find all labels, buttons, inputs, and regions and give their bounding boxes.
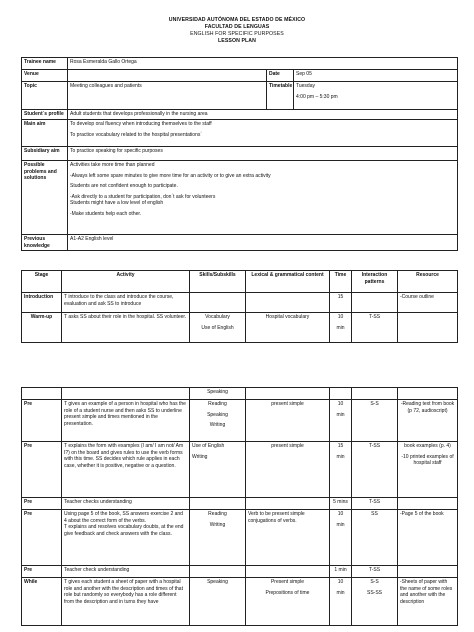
time-cell: 15 bbox=[330, 293, 352, 313]
resource-cell: -Sheets of paper with the name of some roles and another with the description bbox=[398, 578, 458, 626]
skill-line: Use of English bbox=[192, 443, 225, 449]
col-header-time: Time bbox=[330, 271, 352, 293]
profile-label: Student´s profile bbox=[22, 110, 68, 120]
table-row bbox=[22, 161, 458, 235]
interaction-cell: T-SS bbox=[352, 442, 398, 498]
timetable-time: 4:00 pm – 5:30 pm bbox=[296, 93, 338, 100]
interaction-line: S-S bbox=[370, 579, 379, 585]
date-label: Date bbox=[267, 70, 294, 82]
time-line: min bbox=[336, 324, 345, 331]
resource-cell: -Page 5 of the book bbox=[398, 510, 458, 566]
time-line: min bbox=[336, 411, 345, 418]
knowledge-value: A1-A2 English level bbox=[68, 235, 458, 251]
interaction-line: SS-SS bbox=[366, 589, 382, 596]
col-header-interaction: Interaction patterns bbox=[352, 271, 398, 293]
subsidiary-aim-value: To practice speaking for specific purposes bbox=[68, 147, 458, 161]
table-row bbox=[22, 70, 458, 82]
main-aim-label: Main aim bbox=[22, 120, 68, 147]
time-line: 10 bbox=[337, 401, 344, 407]
time-cell bbox=[330, 578, 352, 626]
lexical-cell bbox=[246, 388, 330, 400]
interaction-cell: T-SS bbox=[352, 313, 398, 343]
profile-value: Adult students that develops professionally in the nursing area bbox=[68, 110, 458, 120]
problems-value bbox=[68, 161, 458, 235]
problem-line: -Make students help each other. bbox=[70, 210, 142, 217]
lexical-cell: present simple bbox=[246, 442, 330, 498]
skill-line: Reading bbox=[208, 401, 227, 407]
lexical-cell: Verb to be present simple conjugations of verbs. bbox=[246, 510, 330, 566]
interaction-cell: T-SS bbox=[352, 566, 398, 578]
resource-line: book examples (p. 4) bbox=[404, 443, 451, 449]
stage-cell: Warm-up bbox=[22, 313, 62, 343]
table-row bbox=[22, 58, 458, 70]
stage-cell: Pre bbox=[22, 566, 62, 578]
table-row bbox=[22, 313, 458, 343]
topic-value: Meeting colleagues and patients bbox=[68, 82, 267, 110]
table-row bbox=[22, 82, 458, 110]
skill-line: Vocabulary bbox=[205, 314, 230, 320]
col-header-skills: Skills/Subskills bbox=[190, 271, 246, 293]
table-row bbox=[22, 400, 458, 442]
col-header-stage: Stage bbox=[22, 271, 62, 293]
lexical-line: Present simple bbox=[270, 579, 305, 585]
skill-line: Reading bbox=[208, 511, 227, 517]
time-line: min bbox=[336, 453, 345, 460]
problem-line: Activities take more time than planned bbox=[70, 162, 155, 168]
interaction-cell: T-SS bbox=[352, 498, 398, 510]
topic-label: Topic bbox=[22, 82, 68, 110]
stage-cell bbox=[22, 388, 62, 400]
resource-cell bbox=[398, 498, 458, 510]
stages-table bbox=[21, 270, 458, 343]
problems-label: Possible problems and solutions bbox=[22, 161, 68, 235]
knowledge-label: Previous knowledge bbox=[22, 235, 68, 251]
time-line: min bbox=[336, 589, 345, 596]
skill-line: Writing bbox=[209, 422, 226, 429]
trainee-label: Trainee name bbox=[22, 58, 68, 70]
activity-cell bbox=[62, 388, 190, 400]
subsidiary-aim-label: Subsidiary aim bbox=[22, 147, 68, 161]
stage-cell: Pre bbox=[22, 510, 62, 566]
time-cell: 1 min bbox=[330, 566, 352, 578]
skills-cell: Speaking bbox=[190, 578, 246, 626]
table-row bbox=[22, 147, 458, 161]
stage-cell: Pre bbox=[22, 400, 62, 442]
skills-cell: Speaking bbox=[190, 388, 246, 400]
skill-line: Writing bbox=[209, 521, 226, 528]
interaction-cell bbox=[352, 293, 398, 313]
table-row bbox=[22, 442, 458, 498]
activity-cell: Teacher check understanding bbox=[62, 566, 190, 578]
resource-line: -10 printed examples of hospital staff bbox=[401, 453, 454, 467]
skill-line: Speaking bbox=[207, 411, 228, 418]
lexical-cell bbox=[246, 566, 330, 578]
timetable-day: Tuesday bbox=[296, 83, 315, 89]
lexical-cell bbox=[246, 498, 330, 510]
skills-cell bbox=[190, 293, 246, 313]
time-cell bbox=[330, 313, 352, 343]
table-row bbox=[22, 388, 458, 400]
skill-line: Writing bbox=[192, 453, 208, 460]
document-title: LESSON PLAN bbox=[218, 38, 256, 44]
stage-cell: Introduction bbox=[22, 293, 62, 313]
timetable-label: Timetable bbox=[267, 82, 294, 110]
lexical-cell bbox=[246, 293, 330, 313]
skills-cell bbox=[190, 400, 246, 442]
time-line: min bbox=[336, 521, 345, 528]
stage-cell: Pre bbox=[22, 442, 62, 498]
skills-cell bbox=[190, 566, 246, 578]
lexical-cell bbox=[246, 578, 330, 626]
time-cell bbox=[330, 510, 352, 566]
time-cell bbox=[330, 388, 352, 400]
time-cell bbox=[330, 442, 352, 498]
activity-cell: T introduce to the class and introduce the course, evaluation and ask SS to introduce bbox=[62, 293, 190, 313]
resource-cell bbox=[398, 442, 458, 498]
table-row bbox=[22, 235, 458, 251]
table-row bbox=[22, 578, 458, 626]
skills-cell bbox=[190, 498, 246, 510]
activity-cell: Using page 5 of the book, SS answers exercise 2 and 4 about the correct form of the verbs. T explains and resolves vocabulary doubts, at the end give feedback and check answers with the class. bbox=[62, 510, 190, 566]
col-header-resource: Resource bbox=[398, 271, 458, 293]
main-aim-line: To develop oral fluency when introducing themselves to the staff bbox=[70, 121, 212, 127]
time-cell bbox=[330, 400, 352, 442]
venue-value bbox=[68, 70, 267, 82]
activity-cell: T gives an example of a person in hospital who has the role of a student nurse and then asks SS to underline present simple and times mentioned in the presentation. bbox=[62, 400, 190, 442]
program-name: ENGLISH FOR SPECIFIC PURPOSES bbox=[190, 31, 284, 37]
problem-line: Students are not confident enough to participate. bbox=[70, 183, 178, 190]
activity-cell: T asks SS about their role in the hospital. SS volunteer. bbox=[62, 313, 190, 343]
time-line: 10 bbox=[337, 314, 344, 320]
resource-cell bbox=[398, 566, 458, 578]
activity-cell: Teacher checks understanding bbox=[62, 498, 190, 510]
lexical-cell: present simple bbox=[246, 400, 330, 442]
stage-cell: While bbox=[22, 578, 62, 626]
info-table bbox=[21, 57, 458, 251]
table-row bbox=[22, 510, 458, 566]
interaction-cell bbox=[352, 388, 398, 400]
main-aim-line: To practice vocabulary related to the hospital presentations´ bbox=[70, 131, 203, 138]
trainee-value: Rosa Esmeralda Gallo Ortega bbox=[68, 58, 458, 70]
resource-cell: -Reading text from book (p 72, audioscript) bbox=[398, 400, 458, 442]
faculty-name: FACULTAD DE LENGUAS bbox=[204, 24, 270, 30]
time-line: 10 bbox=[337, 511, 344, 517]
skill-line: Use of English bbox=[201, 324, 234, 331]
lexical-line: Prepositions of time bbox=[265, 589, 310, 596]
skills-cell bbox=[190, 313, 246, 343]
activity-cell: T gives each student a sheet of paper with a hospital role and another with the description and times of that role but randomly so everybody has a role different from the description and in turns they have bbox=[62, 578, 190, 626]
table-header-row bbox=[22, 271, 458, 293]
resource-cell bbox=[398, 388, 458, 400]
interaction-cell: S-S bbox=[352, 400, 398, 442]
resource-cell: -Course outline bbox=[398, 293, 458, 313]
table-row bbox=[22, 566, 458, 578]
resource-cell bbox=[398, 313, 458, 343]
col-header-activity: Activity bbox=[62, 271, 190, 293]
table-row bbox=[22, 498, 458, 510]
problem-line: -Ask directly to a student for participation, don´t ask for volunteers bbox=[70, 193, 216, 200]
activity-cell: T explains the form with examples (I am/ I am not/ Am I?) on the board and gives rules to use the verb forms with this time. SS decides which rule applies in each case, whether it is positive, negative or a question. bbox=[62, 442, 190, 498]
main-aim-value bbox=[68, 120, 458, 147]
interaction-cell: SS bbox=[352, 510, 398, 566]
table-row bbox=[22, 110, 458, 120]
interaction-cell bbox=[352, 578, 398, 626]
table-row bbox=[22, 120, 458, 147]
table-row bbox=[22, 293, 458, 313]
venue-label: Venue bbox=[22, 70, 68, 82]
date-value: Sep 05 bbox=[294, 70, 458, 82]
problem-line: Students might have a low level of english bbox=[70, 200, 164, 207]
stage-cell: Pre bbox=[22, 498, 62, 510]
lexical-cell: Hospital vocabulary bbox=[246, 313, 330, 343]
skills-cell bbox=[190, 510, 246, 566]
timetable-value bbox=[294, 82, 458, 110]
time-line: 10 bbox=[337, 579, 344, 585]
problem-line: -Always left some spare minutes to give more time for an activity or to give an extra activity bbox=[70, 172, 271, 179]
stages-table-continued bbox=[21, 387, 458, 626]
time-cell: 5 mins bbox=[330, 498, 352, 510]
skills-cell bbox=[190, 442, 246, 498]
time-line: 15 bbox=[337, 443, 344, 449]
col-header-lexical: Lexical & grammatical content bbox=[246, 271, 330, 293]
university-name: UNIVERSIDAD AUTÓNOMA DEL ESTADO DE MÉXICO bbox=[168, 17, 306, 23]
